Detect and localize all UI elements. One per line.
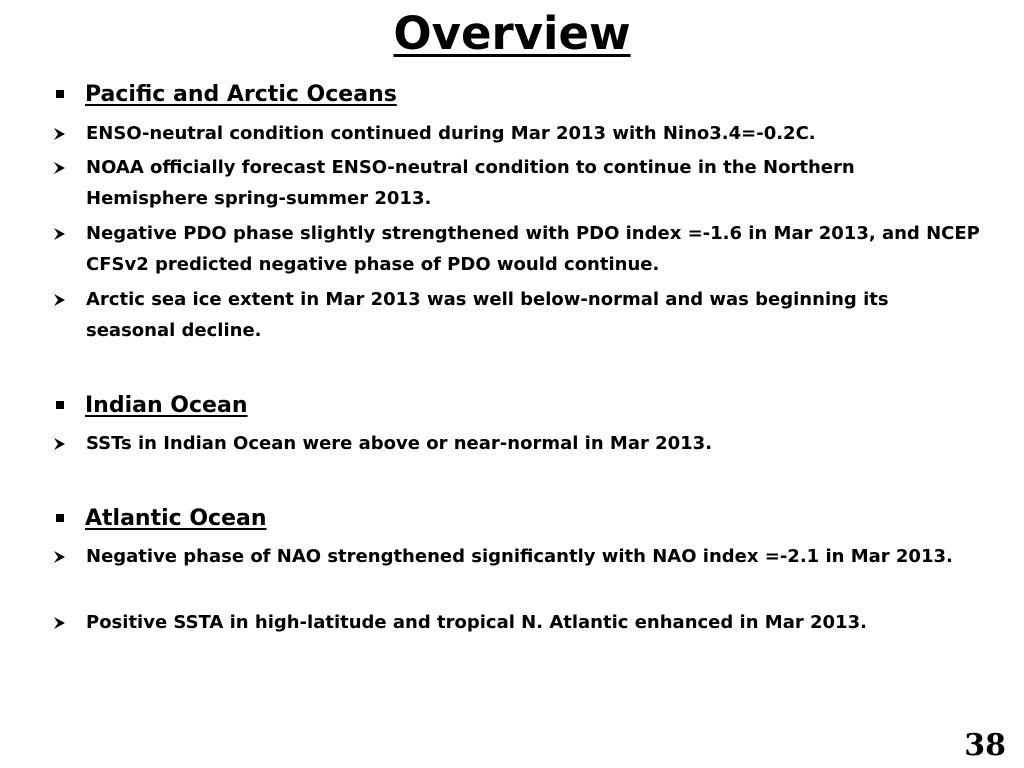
arrow-bullet-icon xyxy=(52,550,66,564)
bullet-item xyxy=(52,541,982,572)
square-bullet-icon xyxy=(56,514,64,522)
arrow-bullet-icon xyxy=(52,616,66,630)
bullet-item xyxy=(52,428,982,459)
section-heading-label: Atlantic Ocean xyxy=(85,506,267,531)
square-bullet-icon xyxy=(56,401,64,409)
arrow-bullet-icon xyxy=(52,437,66,451)
bullet-item xyxy=(52,218,982,280)
arrow-bullet-icon xyxy=(52,227,66,241)
bullet-text: Positive SSTA in high-latitude and tropical N. Atlantic enhanced in Mar 2013. xyxy=(86,612,867,633)
bullet-text: SSTs in Indian Ocean were above or near-normal in Mar 2013. xyxy=(86,433,713,454)
bullet-text: Arctic sea ice extent in Mar 2013 was well below-normal and was beginning its seasonal decline. xyxy=(86,289,889,341)
bullet-text: Negative phase of NAO strengthened significantly with NAO index =-2.1 in Mar 2013. xyxy=(86,546,953,567)
arrow-bullet-icon xyxy=(52,161,66,175)
bullet-item xyxy=(52,152,982,214)
bullet-text: NOAA officially forecast ENSO-neutral condition to continue in the Northern Hemisphere spring-summer 2013. xyxy=(86,157,855,209)
section-heading-label: Pacific and Arctic Oceans xyxy=(85,82,397,107)
slide-title xyxy=(0,4,1024,64)
section-heading-label: Indian Ocean xyxy=(85,393,248,418)
bullet-item xyxy=(52,284,982,346)
bullet-item xyxy=(52,607,982,638)
bullet-item xyxy=(52,118,982,149)
page-number: 38 xyxy=(964,728,1006,763)
bullet-text: Negative PDO phase slightly strengthened with PDO index =-1.6 in Mar 2013, and NCEP CFSv2 predicted negative phase of PDO would continue. xyxy=(86,223,980,275)
slide-title-text: Overview xyxy=(393,7,631,60)
arrow-bullet-icon xyxy=(52,293,66,307)
square-bullet-icon xyxy=(56,90,64,98)
bullet-text: ENSO-neutral condition continued during Mar 2013 with Nino3.4=-0.2C. xyxy=(86,123,816,144)
arrow-bullet-icon xyxy=(52,127,66,141)
